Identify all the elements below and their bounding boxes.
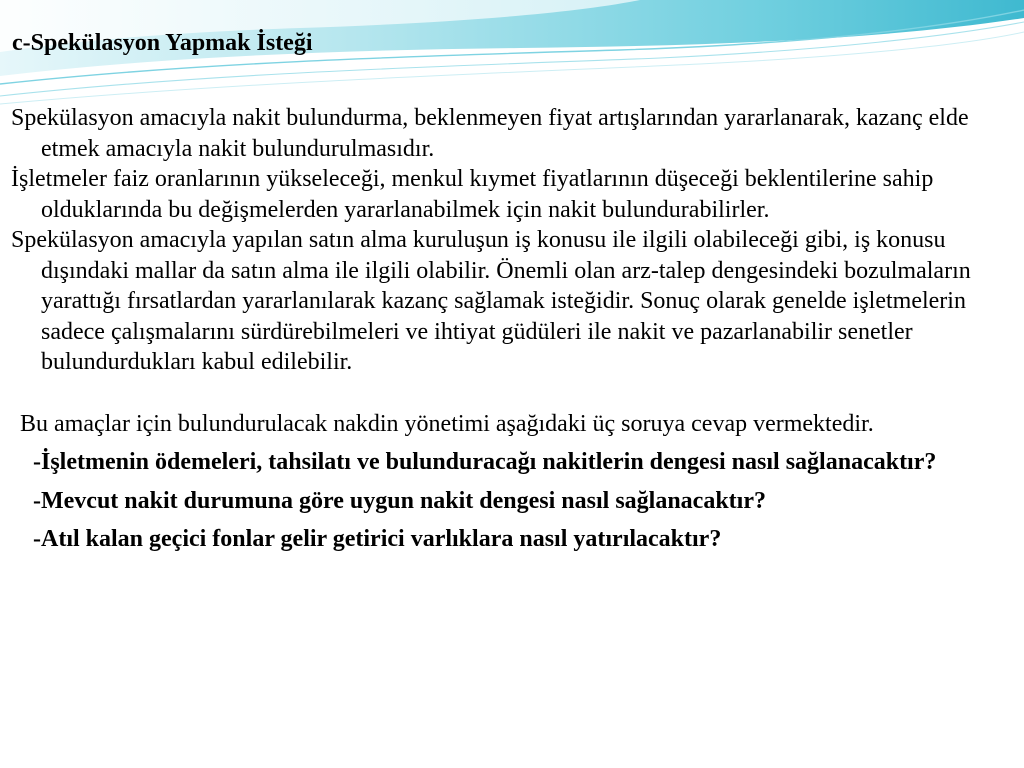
paragraph-interest-expectation: İşletmeler faiz oranlarının yükseleceği, menkul kıymet fiyatlarının düşeceği beklentilerine sahip olduklarında bu değişmelerden yararlanabilmek için nakit bulundurabilirler. <box>11 166 934 223</box>
slide-body <box>11 103 1011 555</box>
question-cash-balance: -Mevcut nakit durumuna göre uygun nakit dengesi nasıl sağlanacaktır? <box>33 487 766 514</box>
question-payment-balance: -İşletmenin ödemeleri, tahsilatı ve bulunduracağı nakitlerin dengesi nasıl sağlanacaktır? <box>33 449 937 475</box>
question-idle-funds: -Atıl kalan geçici fonlar gelir getirici varlıklara nasıl yatırılacaktır? <box>33 526 722 552</box>
paragraph-speculative-purchase: Spekülasyon amacıyla yapılan satın alma kuruluşun iş konusu ile ilgili olabileceği gibi, iş konusu dışındaki mallar da satın alma ile ilgili olabilir. Önemli olan arz-talep dengesindeki bozulmaların yarattığı fırsatlardan yararlanılarak kazanç sağlamak isteğidir. Sonuç olarak genelde işletmelerin sadece çalışmalarını sürdürebilmeleri ve ihtiyat güdüleri ile nakit ve pazarlanabilir senetler bulundurdukları kabul edilebilir. <box>11 227 971 375</box>
paragraph-speculation-definition: Spekülasyon amacıyla nakit bulundurma, beklenmeyen fiyat artışlarından yararlanarak, kazanç elde etmek amacıyla nakit bulundurulmasıdır. <box>11 105 969 162</box>
slide-title: c-Spekülasyon Yapmak İsteği <box>12 30 313 56</box>
paragraph-intro-questions: Bu amaçlar için bulundurulacak nakdin yönetimi aşağıdaki üç soruya cevap vermektedir. <box>20 410 874 437</box>
